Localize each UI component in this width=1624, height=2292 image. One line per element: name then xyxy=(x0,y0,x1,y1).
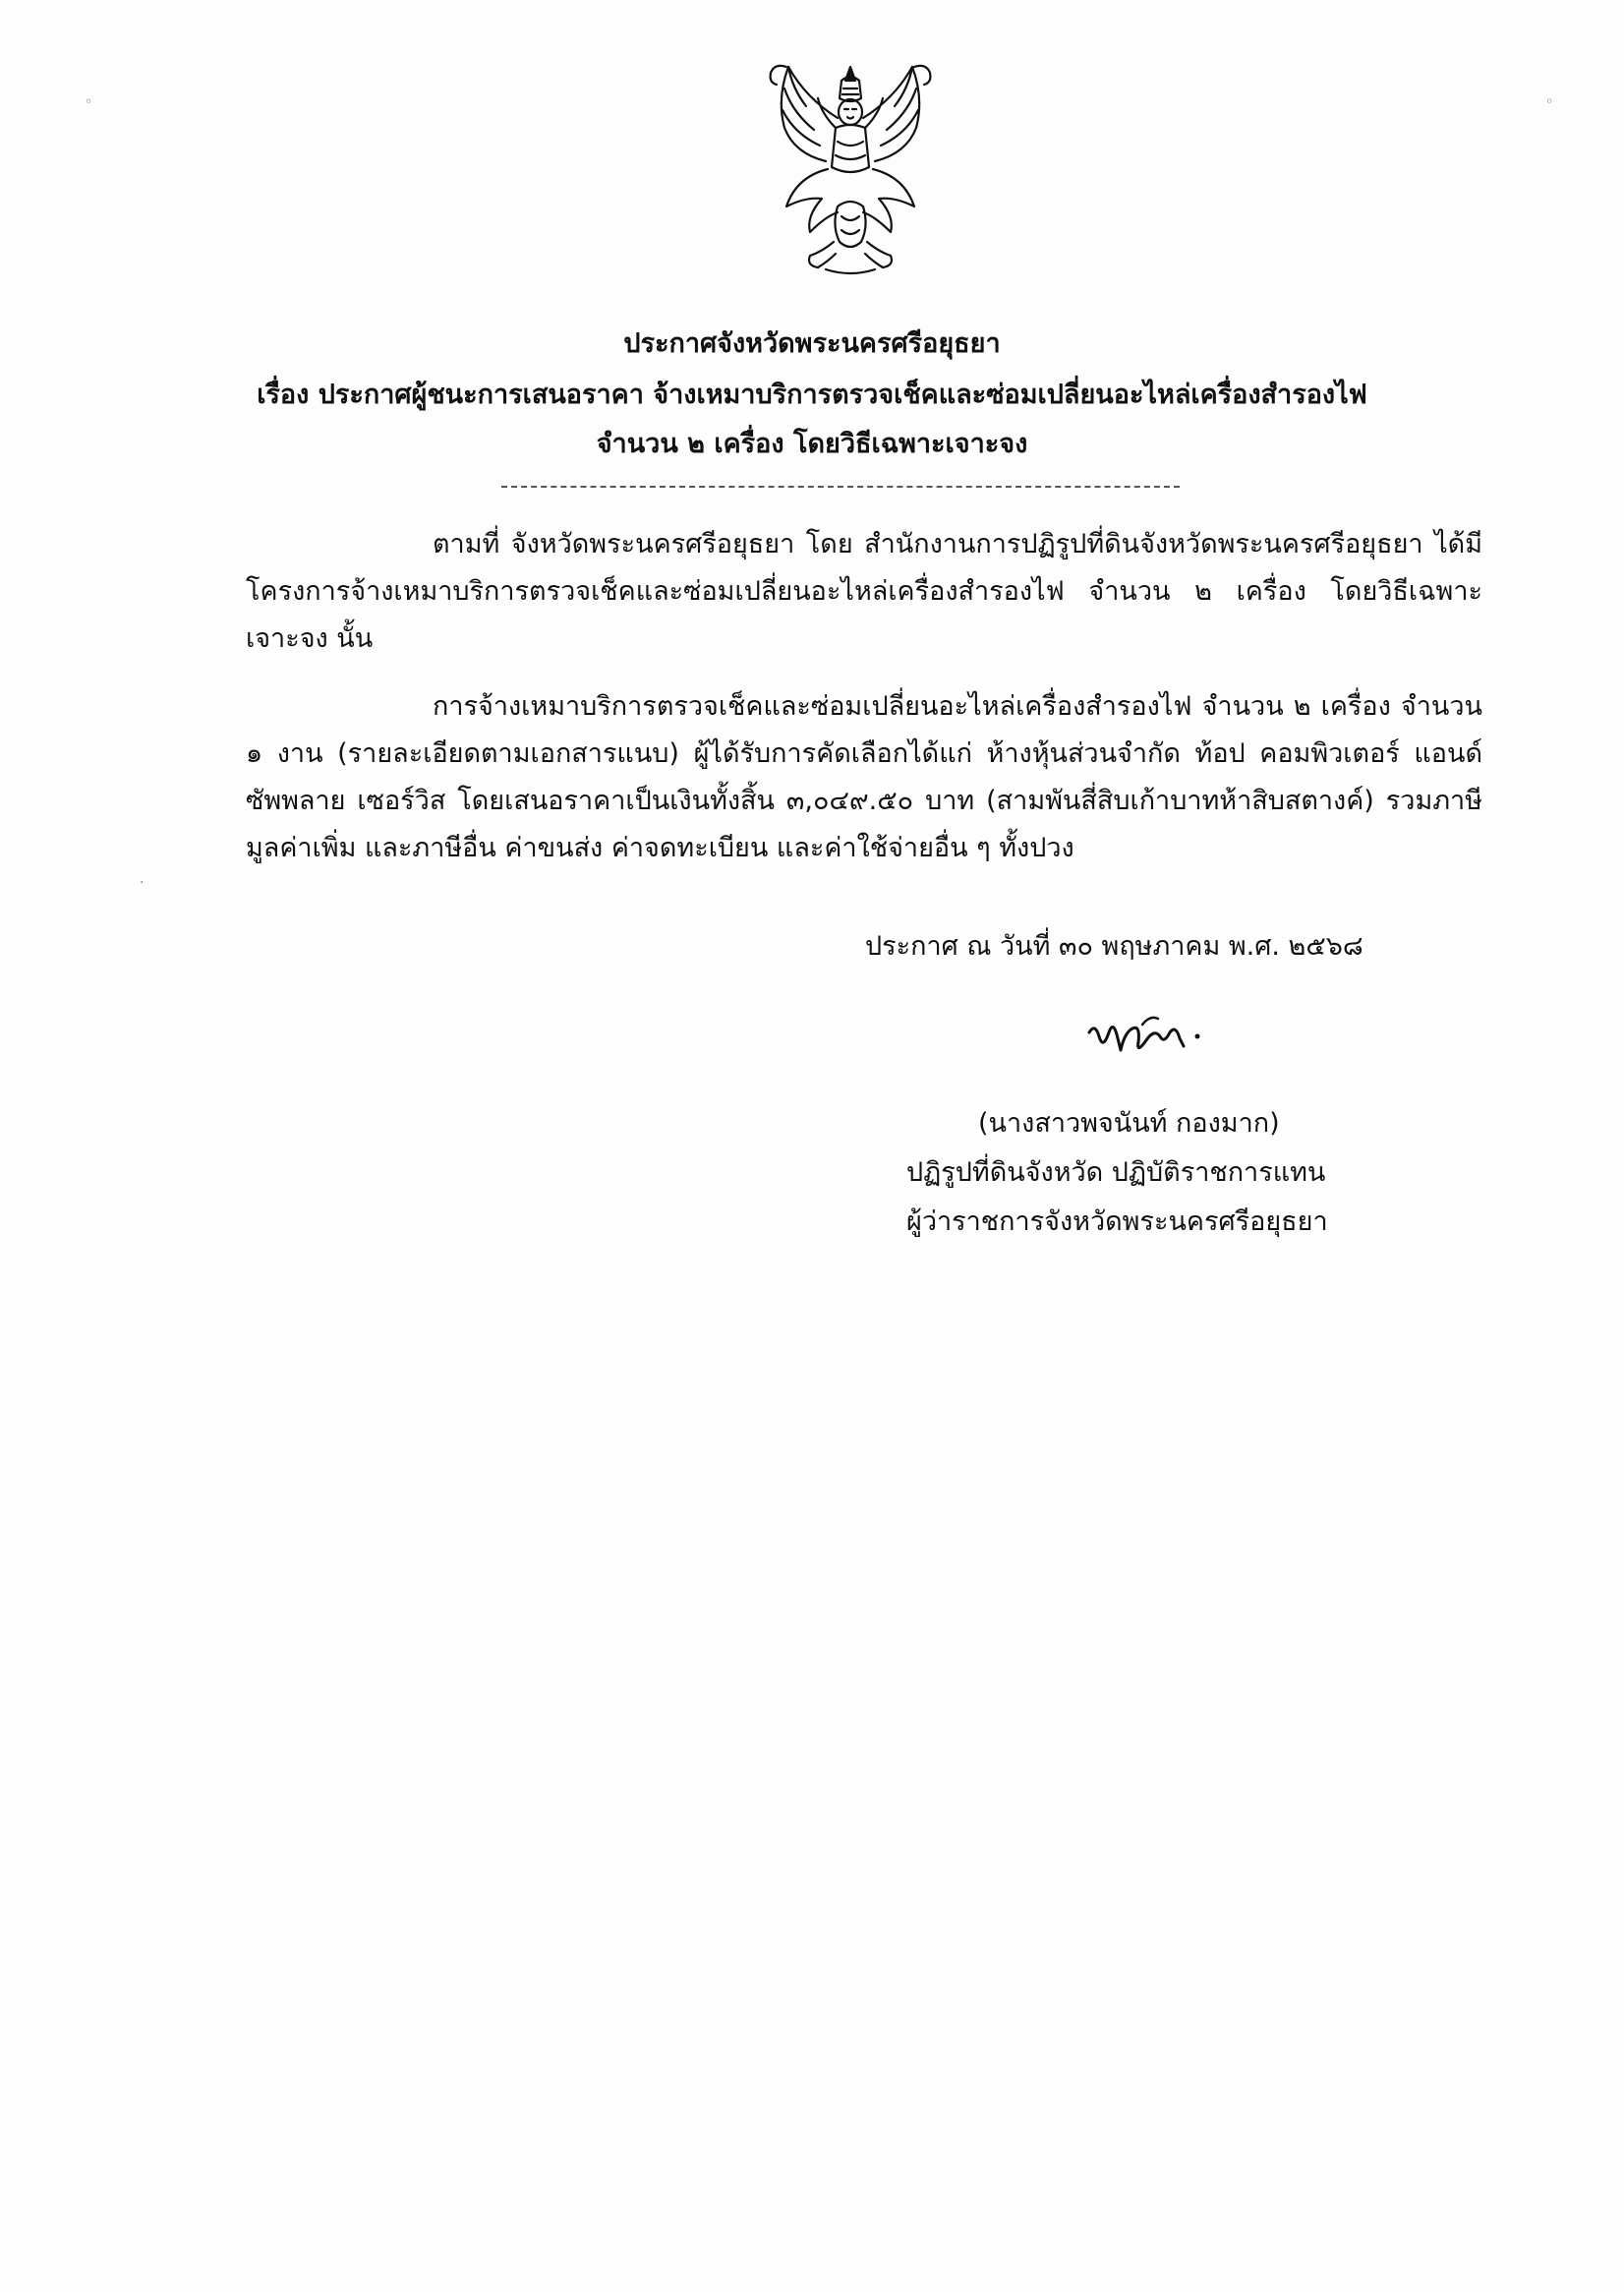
dashed-divider xyxy=(501,486,1180,488)
paragraph-winner xyxy=(246,683,1482,872)
signatory-acting-for: ผู้ว่าราชการจังหวัดพระนครศรีอยุธยา xyxy=(906,1206,1328,1237)
scan-speck: ◦ xyxy=(85,94,93,110)
announcement-subject-continued: จำนวน ๒ เครื่อง โดยวิธีเฉพาะเจาะจง xyxy=(596,429,1028,459)
handwritten-signature xyxy=(1081,1003,1209,1067)
paragraph-project-text: ตามที่ จังหวัดพระนครศรีอยุธยา โดย สำนักงานการปฏิรูปที่ดินจังหวัดพระนครศรีอยุธยา ได้มีโครงการจ้างเหมาบริการตรวจเช็คและซ่อมเปลี่ยนอะไหล่เครื่องสำรองไฟ จำนวน ๒ เครื่อง โดยวิธีเฉพาะเจาะจง นั้น xyxy=(246,529,1482,654)
announcement-subject: เรื่อง ประกาศผู้ชนะการเสนอราคา จ้างเหมาบริการตรวจเช็คและซ่อมเปลี่ยนอะไหล่เครื่องสำรองไฟ xyxy=(257,380,1367,410)
garuda-emblem-icon xyxy=(767,59,934,280)
announcement-date: ประกาศ ณ วันที่ ๓๐ พฤษภาคม พ.ศ. ๒๕๖๘ xyxy=(865,931,1363,962)
announcement-title: ประกาศจังหวัดพระนครศรีอยุธยา xyxy=(623,328,1001,359)
scan-speck: · xyxy=(140,875,145,891)
signature-block xyxy=(865,1099,1376,1247)
scan-speck: ◦ xyxy=(1545,94,1554,110)
paragraph-project xyxy=(246,521,1482,663)
paragraph-winner-text: การจ้างเหมาบริการตรวจเช็คและซ่อมเปลี่ยนอะไหล่เครื่องสำรองไฟ จำนวน ๒ เครื่อง จำนวน ๑ งาน (รายละเอียดตามเอกสารแนบ) ผู้ได้รับการคัดเลือกได้แก่ ห้างหุ้นส่วนจำกัด ท้อป คอมพิวเตอร์ แอนด์ ซัพพลาย เซอร์วิส โดยเสนอราคาเป็นเงินทั้งสิ้น ๓,๐๔๙.๕๐ บาท (สามพันสี่สิบเก้าบาทห้าสิบสตางค์) รวมภาษีมูลค่าเพิ่ม และภาษีอื่น ค่าขนส่ง ค่าจดทะเบียน และค่าใช้จ่ายอื่น ๆ ทั้งปวง xyxy=(246,691,1482,863)
signatory-name: (นางสาวพจนันท์ กองมาก) xyxy=(978,1108,1280,1139)
signatory-position: ปฏิรูปที่ดินจังหวัด ปฏิบัติราชการแทน xyxy=(906,1157,1326,1188)
